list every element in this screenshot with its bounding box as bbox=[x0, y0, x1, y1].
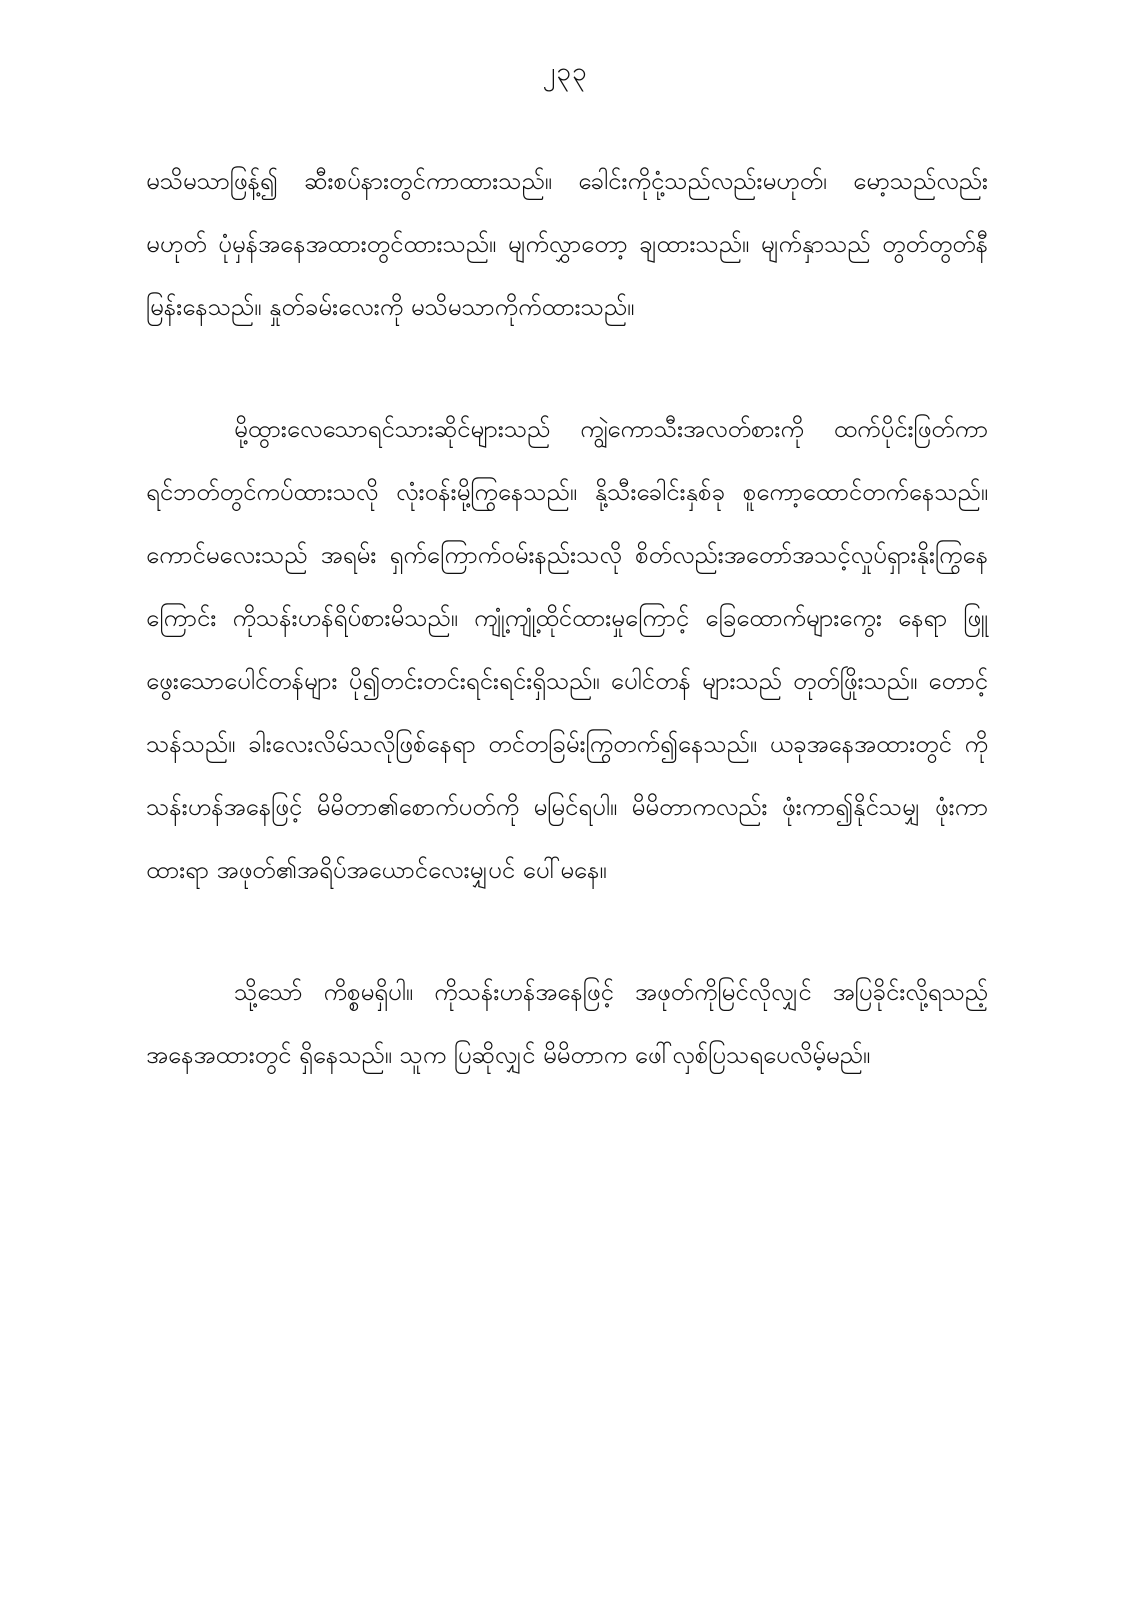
paragraph: မသိမသာဖြန့်၍ ဆီးစပ်နားတွင်ကာထားသည်။ ခေါင်းကိုငုံ့သည်လည်းမဟုတ်၊ မော့သည်လည်းမဟုတ် ပုံမှန်အနေအထားတွင်ထားသည်။ မျက်လွှာတော့ ချထားသည်။ မျက်နှာသည် တွတ်တွတ်နီမြန်းနေသည်။ နှုတ်ခမ်းလေးကို မသိမသာကိုက်ထားသည်။ bbox=[146, 167, 988, 321]
paragraph: မို့ထွားလေသောရင်သားဆိုင်များသည် ကျွဲကောသီးအလတ်စားကို ထက်ပိုင်းဖြတ်ကာ ရင်ဘတ်တွင်ကပ်ထားသလို လုံးဝန်းမို့ကြွနေသည်။ နို့သီးခေါင်းနှစ်ခု စူကော့ထောင်တက်နေသည်။ ကောင်မလေးသည် အရမ်း ရှက်ကြောက်ဝမ်းနည်းသလို စိတ်လည်းအတော်အသင့်လှုပ်ရှားနိုးကြွနေကြောင်း ကိုသန်းဟန်ရိပ်စားမိသည်။ ကျုံ့ကျုံ့ထိုင်ထားမှုကြောင့် ခြေထောက်များကွေး နေရာ ဖြူဖွေးသောပေါင်တန်များ ပို၍တင်းတင်းရင်းရင်းရှိသည်။ ပေါင်တန် များသည် တုတ်ဖြိုးသည်။ တောင့်သန်သည်။ ခါးလေးလိမ်သလိုဖြစ်နေရာ တင်တခြမ်းကြွတက်၍နေသည်။ ယခုအနေအထားတွင် ကိုသန်းဟန်အနေဖြင့် မိမိတာ၏စောက်ပတ်ကို မမြင်ရပါ။ မိမိတာကလည်း ဖုံးကာ၍နိုင်သမျှ ဖုံးကာထားရာ အဖုတ်၏အရိပ်အယောင်လေးမျှပင် ပေါ်မနေ။ bbox=[146, 415, 988, 884]
page-number: ၂၃၃ bbox=[542, 57, 588, 87]
paragraph: သို့သော် ကိစ္စမရှိပါ။ ကိုသန်းဟန်အနေဖြင့် အဖုတ်ကိုမြင်လိုလျှင် အပြခိုင်းလို့ရသည့်အနေအထားတွင် ရှိနေသည်။ သူက ပြဆိုလျှင် မိမိတာက ဖေါ်လှစ်ပြသရပေလိမ့်မည်။ bbox=[146, 978, 988, 1069]
page-body bbox=[146, 150, 988, 1087]
